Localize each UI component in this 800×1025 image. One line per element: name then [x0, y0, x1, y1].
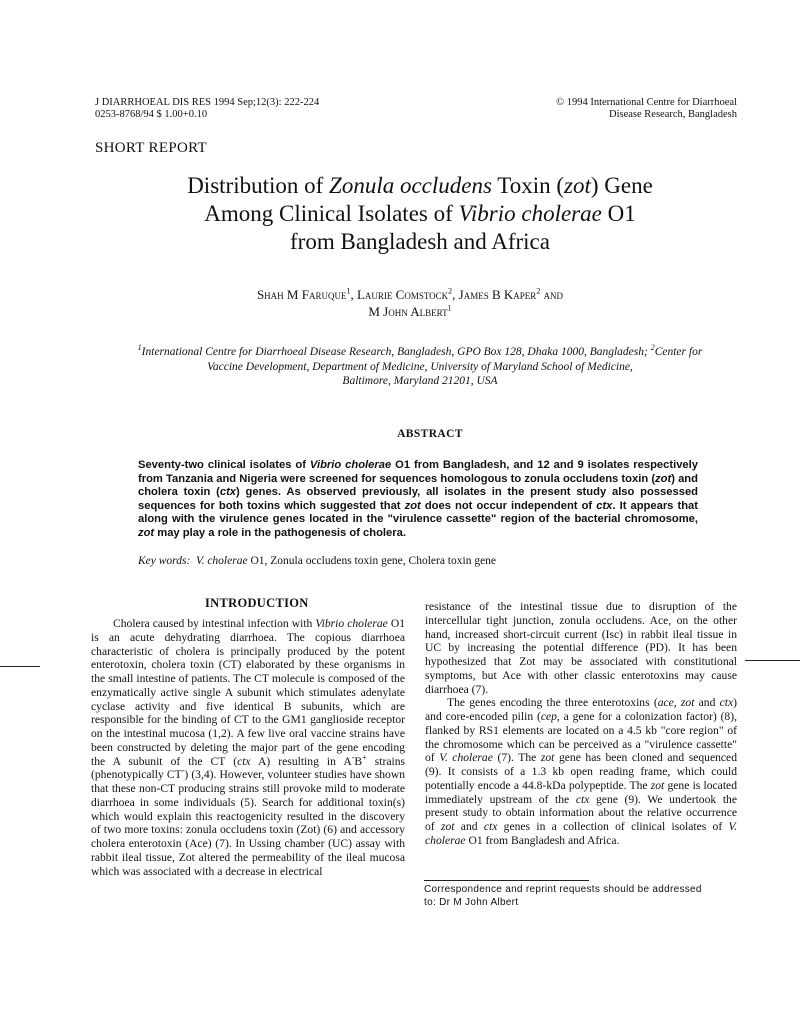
- author-name: James B Kaper: [458, 287, 537, 302]
- abstract-body: Seventy-two clinical isolates of Vibrio cholerae O1 from Bangladesh, and 12 and 9 isolates respectively from Tanzania and Nigeria were screened for sequences homologous to zonula occludens toxin (zot) and cholera toxin (ctx) genes. As observed previously, all isolates in the present study also possessed sequences for both toxins which suggested that zot does not occur independent of ctx. It appears that along with the virulence genes located in the "virulence cassette" region of the bacterial chromosome, zot may play a role in the pathogenesis of cholera.: [138, 459, 698, 539]
- journal-citation: J DIARRHOEAL DIS RES 1994 Sep;12(3): 222-224: [95, 97, 320, 108]
- paragraph: resistance of the intestinal tissue due to disruption of the intercellular tight junction, zonula occludens. Ace, on the other hand, increased short-circuit current (Isc) in rabbit ileal tissue in UC by increasing the potential difference (PD). It has been hypothesized that Zot may be associated with constitutional symptoms, but Ace with other classic enterotoxins may cause diarrhoea (7).: [425, 600, 737, 696]
- author-name: Laurie Comstock: [356, 287, 449, 302]
- body-column-left: [91, 617, 405, 878]
- affiliations: $^1$International Centre for Diarrhoeal Disease Research, Bangladesh, GPO Box 128, Dhaka 1000, Bangladesh; $^2$Center for Vaccine Development, Department of Medicine, University of Maryland School of Medicine, Baltimore, Maryland 21201, USA: [137, 343, 703, 387]
- running-header-right: [480, 97, 737, 121]
- author-list: Shah M Faruque$^1$, Laurie Comstock$^2$, James B Kaper$^2$ and M John Albert$^1$: [256, 286, 564, 319]
- publisher-line: Disease Research, Bangladesh: [609, 109, 737, 120]
- body-column-right: [425, 600, 737, 848]
- copyright-line: © 1994 International Centre for Diarrhoeal: [556, 97, 737, 108]
- title-line-3: from Bangladesh and Africa: [290, 229, 550, 254]
- paragraph: The genes encoding the three enterotoxins (ace, zot and ctx) and core-encoded pilin (cep, a gene for a colonization factor) (8), flanked by RS1 elements are located on a 4.5 kb "core region" of the chromosome which can be perceived as a "virulence cassette" of V. cholerae (7). The zot gene has been cloned and sequenced (9). It consists of a 1.3 kb open reading frame, which could potentially encode a 44.8-kDa polypeptide. The zot gene is located immediately upstream of the ctx gene (9). We undertook the present study to obtain information about the relative occurrence of zot and ctx genes in a collection of clinical isolates of V. cholerae O1 from Bangladesh and Africa.: [425, 696, 738, 847]
- correspondence-footnote: Correspondence and reprint requests should be addressed to: Dr M John Albert: [424, 884, 702, 908]
- keywords-label: Key words:: [138, 555, 191, 567]
- fold-mark-right: [745, 660, 800, 661]
- introduction-heading: INTRODUCTION: [205, 596, 309, 610]
- author-name: M John Albert: [368, 304, 448, 319]
- author-name: Shah M Faruque: [256, 287, 347, 302]
- title-line-2: Among Clinical Isolates of Vibrio cholerae O1: [204, 201, 636, 226]
- abstract-heading: ABSTRACT: [397, 428, 463, 440]
- paragraph: Cholera caused by intestinal infection with Vibrio cholerae O1 is an acute dehydrating diarrhoea. The copious diarrhoea characteristic of cholera is principally produced by the potent enterotoxin, cholera toxin (CT) elaborated by these organisms in the small intestine of patients. The CT molecule is composed of the enzymatically active single A subunit which stimulates adenylate cyclase activity and five identical B subunits, which are responsible for the binding of CT to the GM1 ganglioside receptor on the intestinal mucosa (1,2). A few live oral vaccine strains have been constructed by deleting the major part of the gene encoding the A subunit of the CT (ctx A) resulting in A-B+ strains (phenotypically CT-) (3,4). However, volunteer studies have shown that these non-CT producing strains still provoke mild to moderate diarrhoea in some individuals (5). Search for additional toxin(s) which would explain this reactogenicity resulted in the discovery of two more toxins: zonula occludens toxin (Zot) (6) and accessory cholera enterotoxin (Ace) (7). In Ussing chamber (UC) assay with rabbit ileal tissue, Zot altered the permeability of the ileal mucosa which was associated with a decrease in electrical: [91, 617, 406, 878]
- section-label: SHORT REPORT: [95, 140, 207, 156]
- title-line-1: Distribution of Zonula occludens Toxin (zot) Gene: [187, 173, 653, 198]
- running-header-left: [95, 97, 319, 121]
- fold-mark-left: [0, 666, 40, 667]
- issn-line: 0253-8768/94 $ 1.00+0.10: [95, 109, 208, 120]
- keywords: Key words: V. cholerae O1, Zonula occludens toxin gene, Cholera toxin gene: [138, 555, 497, 567]
- paper-title: [110, 172, 730, 256]
- footnote-rule: [424, 880, 589, 881]
